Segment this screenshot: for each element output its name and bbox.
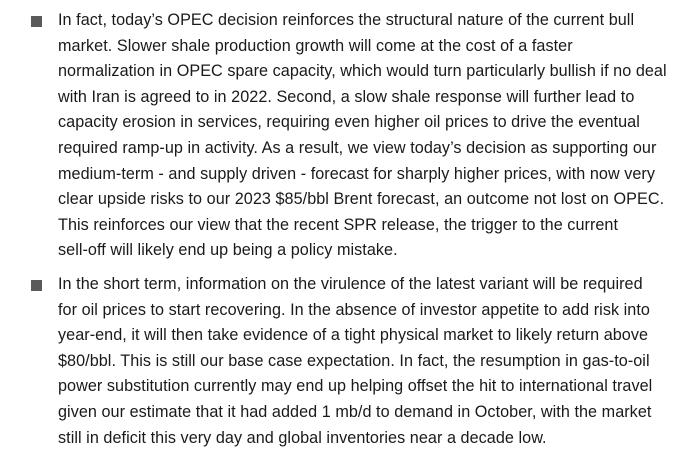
paragraph-line: In the short term, information on the virulence of the latest variant will be required [58,272,666,298]
paragraph-line: market. Slower shale production growth will come at the cost of a faster [58,34,666,60]
paragraph-line: still in deficit this very day and global inventories near a decade low. [58,426,666,451]
paragraph-line: sell-off will likely end up being a policy mistake. [58,238,666,264]
square-bullet-icon [31,16,42,27]
paragraph-line: $80/bbl. This is still our base case expectation. In fact, the resumption in gas-to-oil [58,349,666,375]
paragraph-line: for oil prices to start recovering. In the absence of investor appetite to add risk into [58,298,666,324]
document-body [0,8,680,451]
paragraph-line: In fact, today’s OPEC decision reinforces the structural nature of the current bull [58,8,666,34]
paragraph-line: with Iran is agreed to in 2022. Second, a slow shale response will further lead to [58,85,666,111]
paragraph-line: power substitution currently may end up helping offset the hit to international travel [58,374,666,400]
paragraph-line: given our estimate that it had added 1 mb/d to demand in October, with the market [58,400,666,426]
paragraph-line: This reinforces our view that the recent SPR release, the trigger to the current [58,213,666,239]
paragraph-line: normalization in OPEC spare capacity, which would turn particularly bullish if no deal [58,59,666,85]
paragraph-line: required ramp-up in activity. As a result, we view today’s decision as supporting our [58,136,666,162]
paragraph-line: clear upside risks to our 2023 $85/bbl Brent forecast, an outcome not lost on OPEC. [58,187,666,213]
paragraph-line: medium-term - and supply driven - forecast for sharply higher prices, with now very [58,162,666,188]
square-bullet-icon [31,280,42,291]
paragraph-line: capacity erosion in services, requiring even higher oil prices to drive the eventual [58,110,666,136]
paragraph-line: year-end, it will then take evidence of a tight physical market to likely return above [58,323,666,349]
bullet-paragraph-opec-decision [0,8,680,264]
bullet-paragraph-short-term [0,272,680,451]
